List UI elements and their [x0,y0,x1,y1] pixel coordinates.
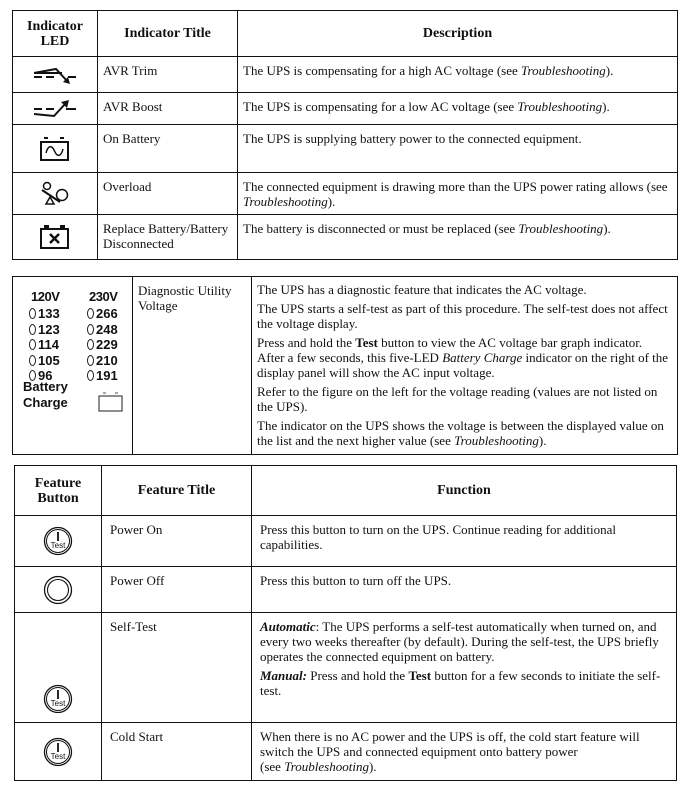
feature-function [252,613,677,723]
voltage-column-120v: 120V 133 123 114 105 96 [29,289,79,384]
led-cell [13,93,98,125]
power-test-button-icon [43,532,73,550]
diagnostic-paragraph-1: The UPS has a diagnostic feature that indicates the AC voltage. [257,282,587,297]
feature-title: Power On [102,516,252,567]
feature-function: Press this button to turn off the UPS. [252,567,677,613]
diagnostic-paragraph-2: The UPS starts a self-test as part of this procedure. The self-test does not affect the voltage display. [257,301,668,331]
header-indicator-led: Indicator LED [13,11,98,57]
voltage-led-item: 133 [29,306,79,322]
led-indicator-icon [87,355,94,366]
led-indicator-icon [29,324,36,335]
led-indicator-icon [87,324,94,335]
diagnostic-paragraph-4: Refer to the figure on the left for the voltage reading (values are not listed on the UPS). [257,384,658,414]
header-feature-title: Feature Title [102,466,252,516]
svg-text:Test: Test [50,751,66,761]
voltage-figure-cell [13,277,133,455]
feature-table [14,465,677,781]
indicator-title: On Battery [98,125,238,173]
diagnostic-title: Diagnostic Utility Voltage [133,277,252,455]
troubleshooting-link[interactable]: Troubleshooting [454,433,539,448]
voltage-figure [13,277,132,451]
led-cell [13,215,98,260]
voltage-led-item: 266 [87,306,137,322]
svg-text:Test: Test [50,699,66,708]
troubleshooting-link[interactable]: Troubleshooting [243,194,328,209]
voltage-led-item: 96 [29,368,79,384]
led-cell [13,125,98,173]
troubleshooting-link[interactable]: Troubleshooting [521,63,606,78]
indicator-description: The UPS is compensating for a low AC voltage (see Troubleshooting). [238,93,678,125]
table-row-avr-trim [13,57,678,93]
troubleshooting-link[interactable]: Troubleshooting [518,221,604,236]
voltage-led-item: 105 [29,353,79,369]
led-indicator-icon [87,339,94,350]
indicator-table [12,10,678,260]
table-row-diagnostic-voltage [13,277,678,455]
button-cell [15,567,102,613]
table-row-replace-battery [13,215,678,260]
indicator-title: AVR Boost [98,93,238,125]
table-row-on-battery [13,125,678,173]
power-test-button-icon [43,742,73,761]
indicator-description: The battery is disconnected or must be replaced (see Troubleshooting). [238,215,678,260]
indicator-title: AVR Trim [98,57,238,93]
button-cell [15,516,102,567]
header-function: Function [252,466,677,516]
avr-boost-icon [32,99,78,114]
header-indicator-title: Indicator Title [98,11,238,57]
led-indicator-icon [29,339,36,350]
header-description: Description [238,11,678,57]
led-indicator-icon [87,370,94,381]
feature-function: Press this button to turn on the UPS. Continue reading for additional capabilities. [252,516,677,567]
voltage-led-item: 114 [29,337,79,353]
voltage-led-item: 210 [87,353,137,369]
feature-function: When there is no AC power and the UPS is off, the cold start feature will switch the UPS and connected equipment onto battery power (see Troubleshooting). [252,723,677,781]
svg-text:Test: Test [50,541,66,550]
battery-outline-icon [97,391,125,416]
indicator-description: The UPS is compensating for a high AC voltage (see Troubleshooting). [238,57,678,93]
voltage-led-item: 123 [29,322,79,338]
replace-battery-icon [38,228,72,243]
button-cell [15,723,102,781]
table-row-power-on [15,516,677,567]
indicator-title: Replace Battery/Battery Disconnected [98,215,238,260]
voltage-led-item: 229 [87,337,137,353]
led-cell [13,57,98,93]
power-test-button-icon [43,690,73,708]
on-battery-icon [38,139,72,154]
feature-title: Cold Start [102,723,252,781]
self-test-manual: Manual: Press and hold the Test button for a few seconds to initiate the self-test. [260,668,661,698]
table-row-avr-boost [13,93,678,125]
table-row-cold-start [15,723,677,781]
indicator-description: The UPS is supplying battery power to the connected equipment. [238,125,678,173]
voltage-led-item: 191 [87,368,137,384]
overload-icon [38,184,72,199]
led-cell [13,173,98,215]
diagnostic-paragraph-5: The indicator on the UPS shows the voltage is between the displayed value on the list and the next higher value (see Troubleshooting). [257,418,664,448]
feature-title: Power Off [102,567,252,613]
table-row-overload [13,173,678,215]
led-indicator-icon [29,308,36,319]
table-row-power-off [15,567,677,613]
troubleshooting-link[interactable]: Troubleshooting [517,99,603,114]
diagnostic-paragraph-3: Press and hold the Test button to view the AC voltage bar graph indicator. After a few seconds, this five-LED Battery Charge indicator on the right of the display panel will show the AC input voltage. [257,335,669,380]
table-row-self-test [15,613,677,723]
indicator-description: The connected equipment is drawing more than the UPS power rating allows (see Troubleshooting). [238,173,678,215]
indicator-title: Overload [98,173,238,215]
voltage-led-item: 248 [87,322,137,338]
diagnostic-table [12,276,678,455]
battery-charge-label: Battery Charge [23,379,68,410]
feature-table-header [15,466,677,516]
avr-trim-icon [32,65,78,80]
troubleshooting-link[interactable]: Troubleshooting [284,759,369,774]
indicator-table-header [13,11,678,57]
header-feature-button: Feature Button [15,466,102,516]
button-cell [15,613,102,723]
led-indicator-icon [87,308,94,319]
feature-title: Self-Test [102,613,252,723]
self-test-automatic: Automatic: The UPS performs a self-test automatically when turned on, and every two weeks thereafter (by default). During the self-test, the UPS briefly operates the connected equipment on battery. [260,619,659,664]
power-off-button-icon [43,580,73,595]
voltage-column-230v: 230V 266 248 229 210 191 [87,289,137,384]
diagnostic-description [252,277,678,455]
led-indicator-icon [29,355,36,366]
